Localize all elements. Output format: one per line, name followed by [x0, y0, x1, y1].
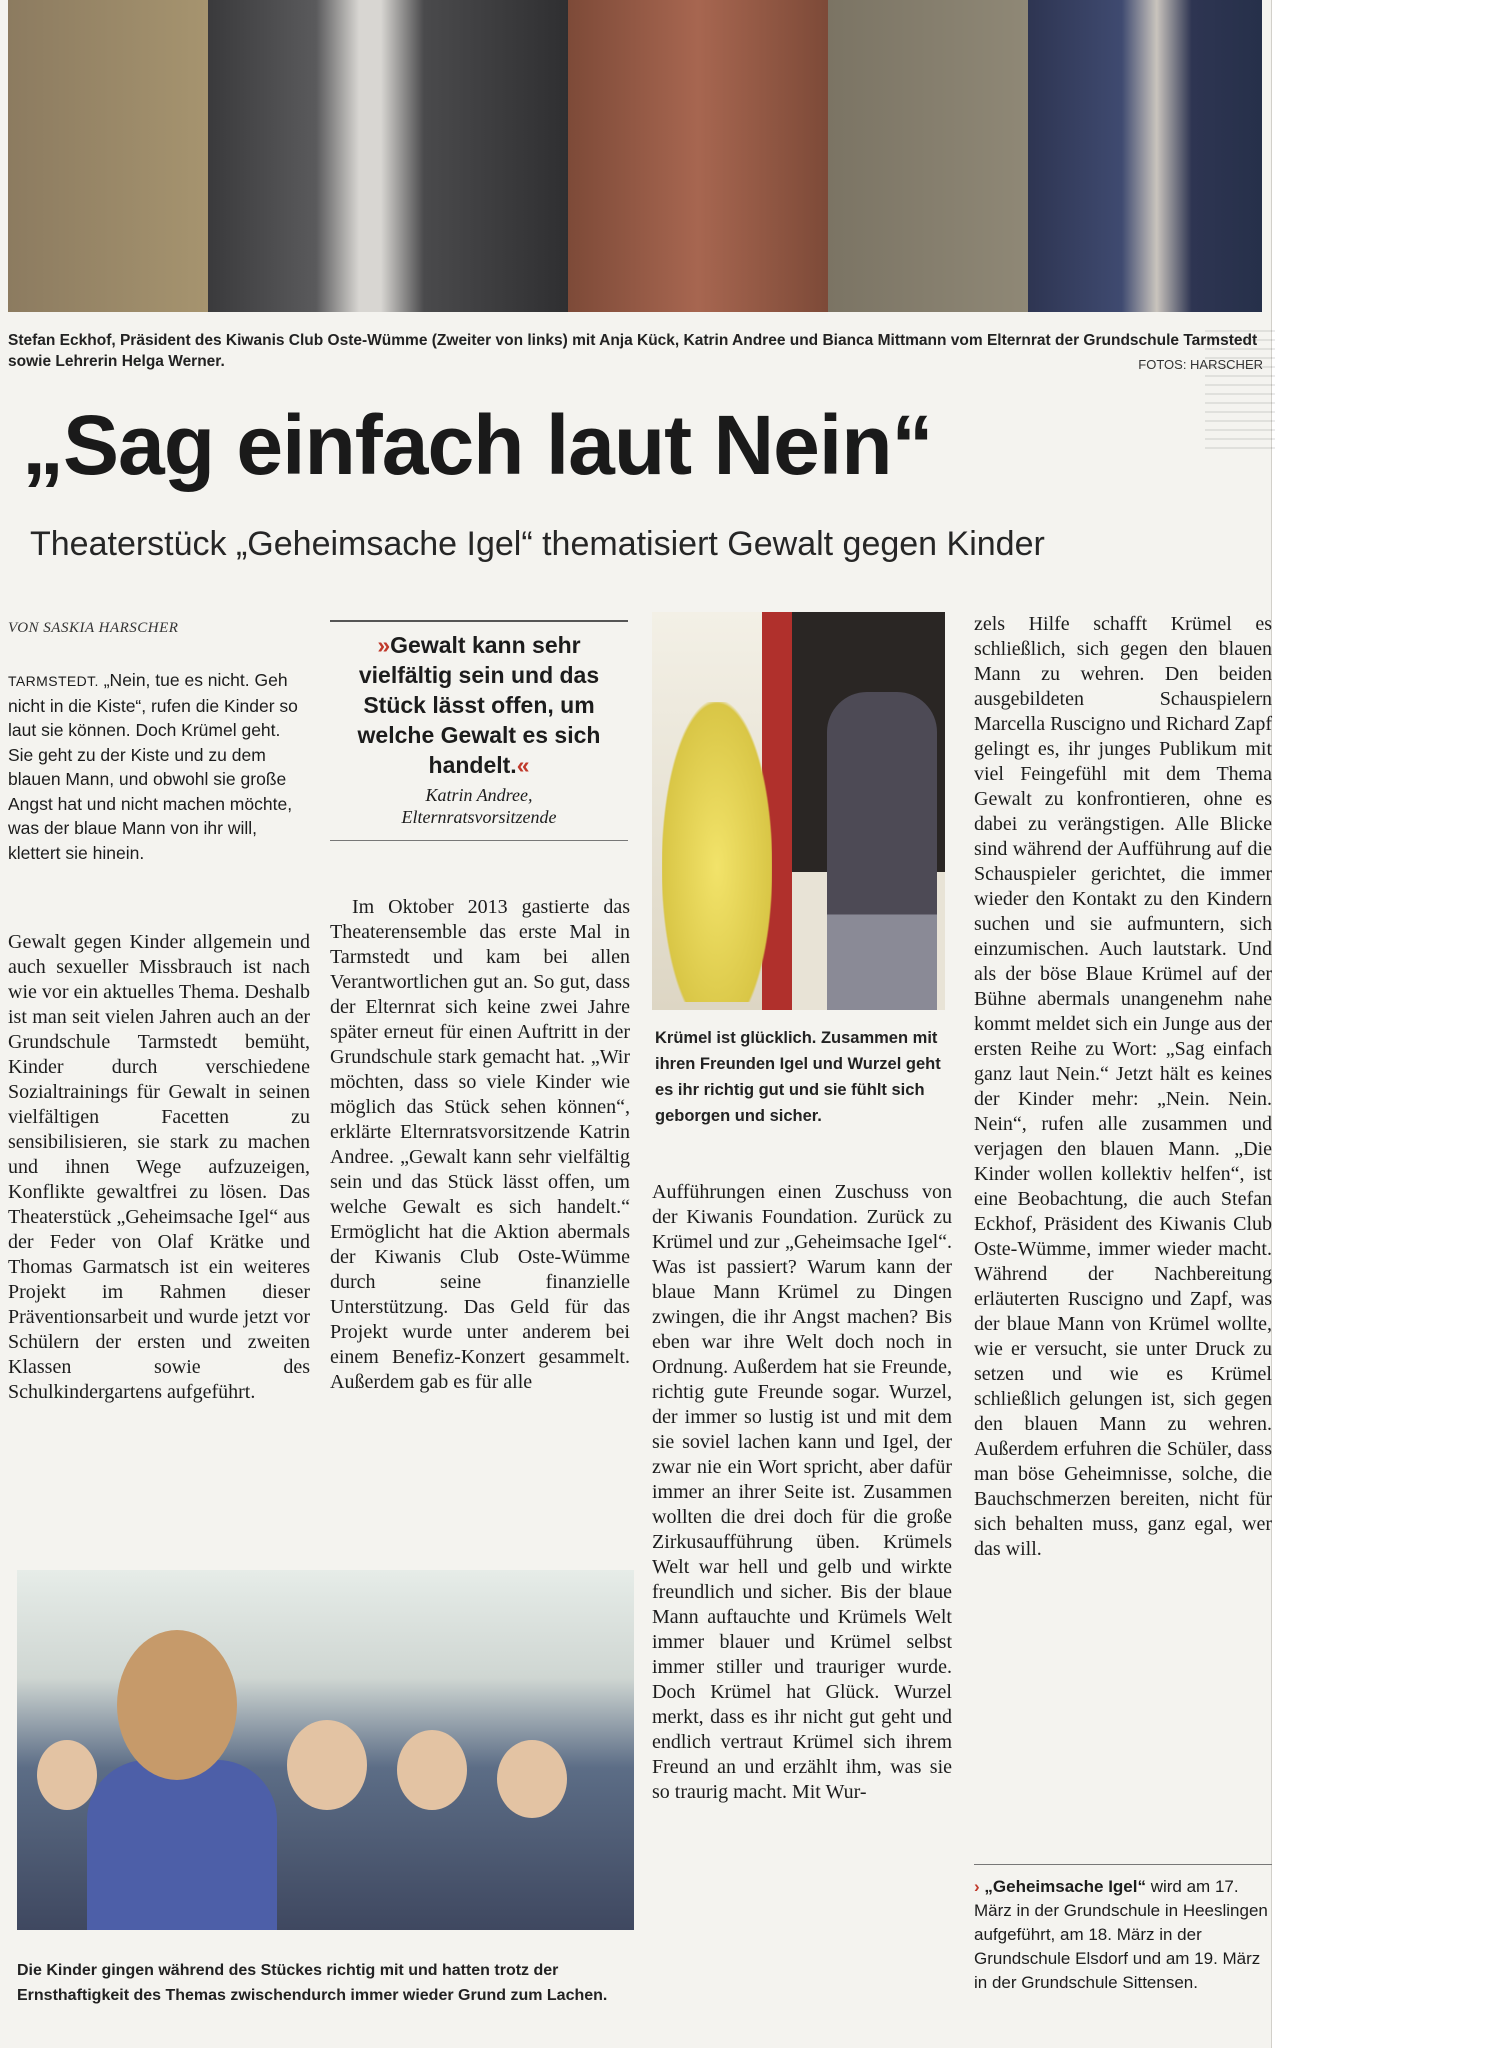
- body-text: Gewalt gegen Kinder allgemein und auch sexueller Missbrauch ist nach wie vor ein aktuelles Thema. Deshalb ist man seit vielen Jahren auch an der Grundschule Tarmstedt bemüht, Kinder durch verschiedene Sozialtrainings für Gewalt in seinen vielfältigen Facetten zu sensibilisieren, sie stark zu machen und ihnen Wege aufzuzeigen, Konflikte gewaltfrei zu lösen. Das Theaterstück „Geheimsache Igel“ aus der Feder von Olaf Krätke und Thomas Garmatsch ist ein weiteres Projekt im Rahmen dieser Präventionsarbeit und wurde jetzt vor Schülern der ersten und zweiten Klassen sowie des Schulkindergartens aufgeführt.: [8, 931, 310, 1403]
- stage-photo: [652, 612, 945, 1010]
- body-column-4: [974, 612, 1272, 1562]
- event-info-box: [974, 1864, 1272, 1995]
- lead-text: „Nein, tue es nicht. Geh nicht in die Kiste“, rufen die Kinder so laut sie können. Doch Krümel geht. Sie geht zu der Kiste und zu dem blauen Mann, und obwohl sie große Angst hat und nicht machen möchte, was der blaue Mann von ihr will, klettert sie hinein.: [8, 670, 298, 863]
- photo-credit: FOTOS: HARSCHER: [1138, 357, 1263, 372]
- child-shirt: [87, 1760, 277, 1930]
- quote-close-mark: «: [516, 752, 530, 778]
- person-figure: [208, 0, 568, 312]
- child-figure: [117, 1630, 237, 1780]
- body-text: zels Hilfe schafft Krümel es schließlich, sich gegen den blauen Mann zu wehren. Den beiden ausgebildeten Schauspielern Marcella Ruscigno und Richard Zapf gelingt es, ihr junges Publikum mit viel Feingefühl mit dem Thema Gewalt zu konfrontieren, ohne es dabei zu verängstigen. Alle Blicke sind während der Aufführung auf die Schauspieler gerichtet, die immer wieder den Kontakt zu den Kindern suchen und sie aufmuntern, sich einzumischen. Auch lautstark. Und als der böse Blaue Krümel auf der Bühne abermals unangenehm nahe kommt meldet sich ein Junge aus der ersten Reihe zu Wort: „Sag einfach ganz laut Nein.“ Jetzt hält es keines der Kinder mehr: „Nein. Nein. Nein“, rufen alle zusammen und verjagen den blauen Mann. „Die Kinder wollen kollektiv helfen“, ist eine Beobachtung, die auch Stefan Eckhof, Präsident des Kiwanis Club Oste-Wümme, immer wieder macht. Während der Nachbereitung erläuterten Ruscigno und Zapf, was der blaue Mann von Krümel wollte, wie er versucht, sie unter Druck zu setzen und wie es Krümel schließlich gelungen ist, sich gegen den blauen Mann zu wehren. Außerdem erfuhren die Schüler, dass man böse Geheimnisse, solche, die Bauchschmerzen bereiten, nicht für sich behalten muss, ganz egal, wer das will.: [974, 613, 1272, 1560]
- body-text: Im Oktober 2013 gastierte das Theaterensemble das erste Mal in Tarmstedt und kam bei allen Verantwortlichen gut an. So gut, dass der Elternrat sich keine zwei Jahre später erneut für einen Auftritt in der Grundschule stark gemacht hat. „Wir möchten, dass so viele Kinder wie möglich das Stück sehen können“, erklärte Elternratsvorsitzende Katrin Andree. „Gewalt kann sehr vielfältig sein und das Stück lässt offen, um welche Gewalt es sich handelt.“ Ermöglicht hat die Aktion abermals der Kiwanis Club Oste-Wümme durch seine finanzielle Unterstützung. Das Geld für das Projekt wurde unter anderem bei einem Benefiz-Konzert gesammelt. Außerdem gab es für alle: [330, 896, 630, 1393]
- pull-quote-author: Katrin Andree,: [425, 785, 533, 805]
- audience-photo: [17, 1570, 634, 1930]
- body-column-2: [330, 895, 630, 1395]
- arrow-icon: ›: [974, 1877, 980, 1896]
- pull-quote-role: Elternratsvorsitzende: [401, 807, 557, 827]
- pull-quote-text: [330, 630, 628, 780]
- group-photo: [8, 0, 1262, 312]
- group-photo-caption: Stefan Eckhof, Präsident des Kiwanis Club Oste-Wümme (Zweiter von links) mit Anja Kück, Katrin Andree und Bianca Mittmann vom Elternrat der Grundschule Tarmstedt sowie Lehrerin Helga Werner.: [8, 332, 1258, 370]
- dateline: TARMSTEDT.: [8, 673, 99, 689]
- child-figure: [397, 1730, 467, 1810]
- quote-open-mark: »: [377, 632, 391, 658]
- person-figure: [1028, 0, 1262, 312]
- actress-figure: [662, 702, 772, 1002]
- person-figure: [828, 0, 1028, 312]
- body-column-1: [8, 930, 310, 1405]
- stage-photo-caption: Krümel ist glücklich. Zusammen mit ihren Freunden Igel und Wurzel geht es ihr richtig gut und sie fühlt sich geborgen und sicher.: [655, 1029, 941, 1125]
- audience-photo-caption: Die Kinder gingen während des Stückes richtig mit und hatten trotz der Ernsthaftigkeit des Themas zwischendurch immer wieder Grund zum Lachen.: [17, 1962, 608, 2004]
- headline: „Sag einfach laut Nein“: [22, 398, 933, 492]
- pull-quote: [330, 620, 628, 841]
- child-figure: [37, 1740, 97, 1810]
- byline: VON SASKIA HARSCHER: [8, 620, 179, 636]
- child-figure: [287, 1720, 367, 1810]
- info-title: „Geheimsache Igel“: [984, 1877, 1146, 1896]
- body-column-3: [652, 1180, 952, 1805]
- person-figure: [8, 0, 208, 312]
- lead-paragraph: [8, 668, 308, 865]
- info-text: wird am 17. März in der Grundschule in Heeslingen aufgeführt, am 18. März in der Grundschule Elsdorf und am 19. März in der Grundschule Sittensen.: [974, 1877, 1268, 1992]
- actor-figure: [827, 692, 937, 1010]
- child-figure: [497, 1740, 567, 1818]
- person-figure: [568, 0, 828, 312]
- subheadline: Theaterstück „Geheimsache Igel“ thematisiert Gewalt gegen Kinder: [30, 525, 1045, 563]
- body-text: Aufführungen einen Zuschuss von der Kiwanis Foundation. Zurück zu Krümel und zur „Geheimsache Igel“. Was ist passiert? Warum kann der blaue Mann Krümel zu Dingen zwingen, die ihr Angst machen? Bis eben war ihre Welt doch noch in Ordnung. Außerdem hat sie Freunde, richtig gute Freunde sogar. Wurzel, der immer so lustig ist und mit dem sie soviel lachen kann und Igel, der zwar nie ein Wort spricht, aber dafür immer an ihrer Seite ist. Zusammen wollten die drei doch für die große Zirkusaufführung üben. Krümels Welt war hell und gelb und wirkte freundlich und sicher. Bis der blaue Mann auftauchte und Krümels Welt immer blauer und Krümel selbst immer stiller und trauriger wurde. Doch Krümel hat Glück. Wurzel merkt, dass es ihr nicht gut geht und endlich vertraut Krümel sich ihrem Freund an und erzählt ihm, was sie so traurig macht. Mit Wur-: [652, 1181, 952, 1803]
- quote-body: Gewalt kann sehr vielfältig sein und das Stück lässt offen, um welche Gewalt es sich handelt.: [357, 632, 601, 778]
